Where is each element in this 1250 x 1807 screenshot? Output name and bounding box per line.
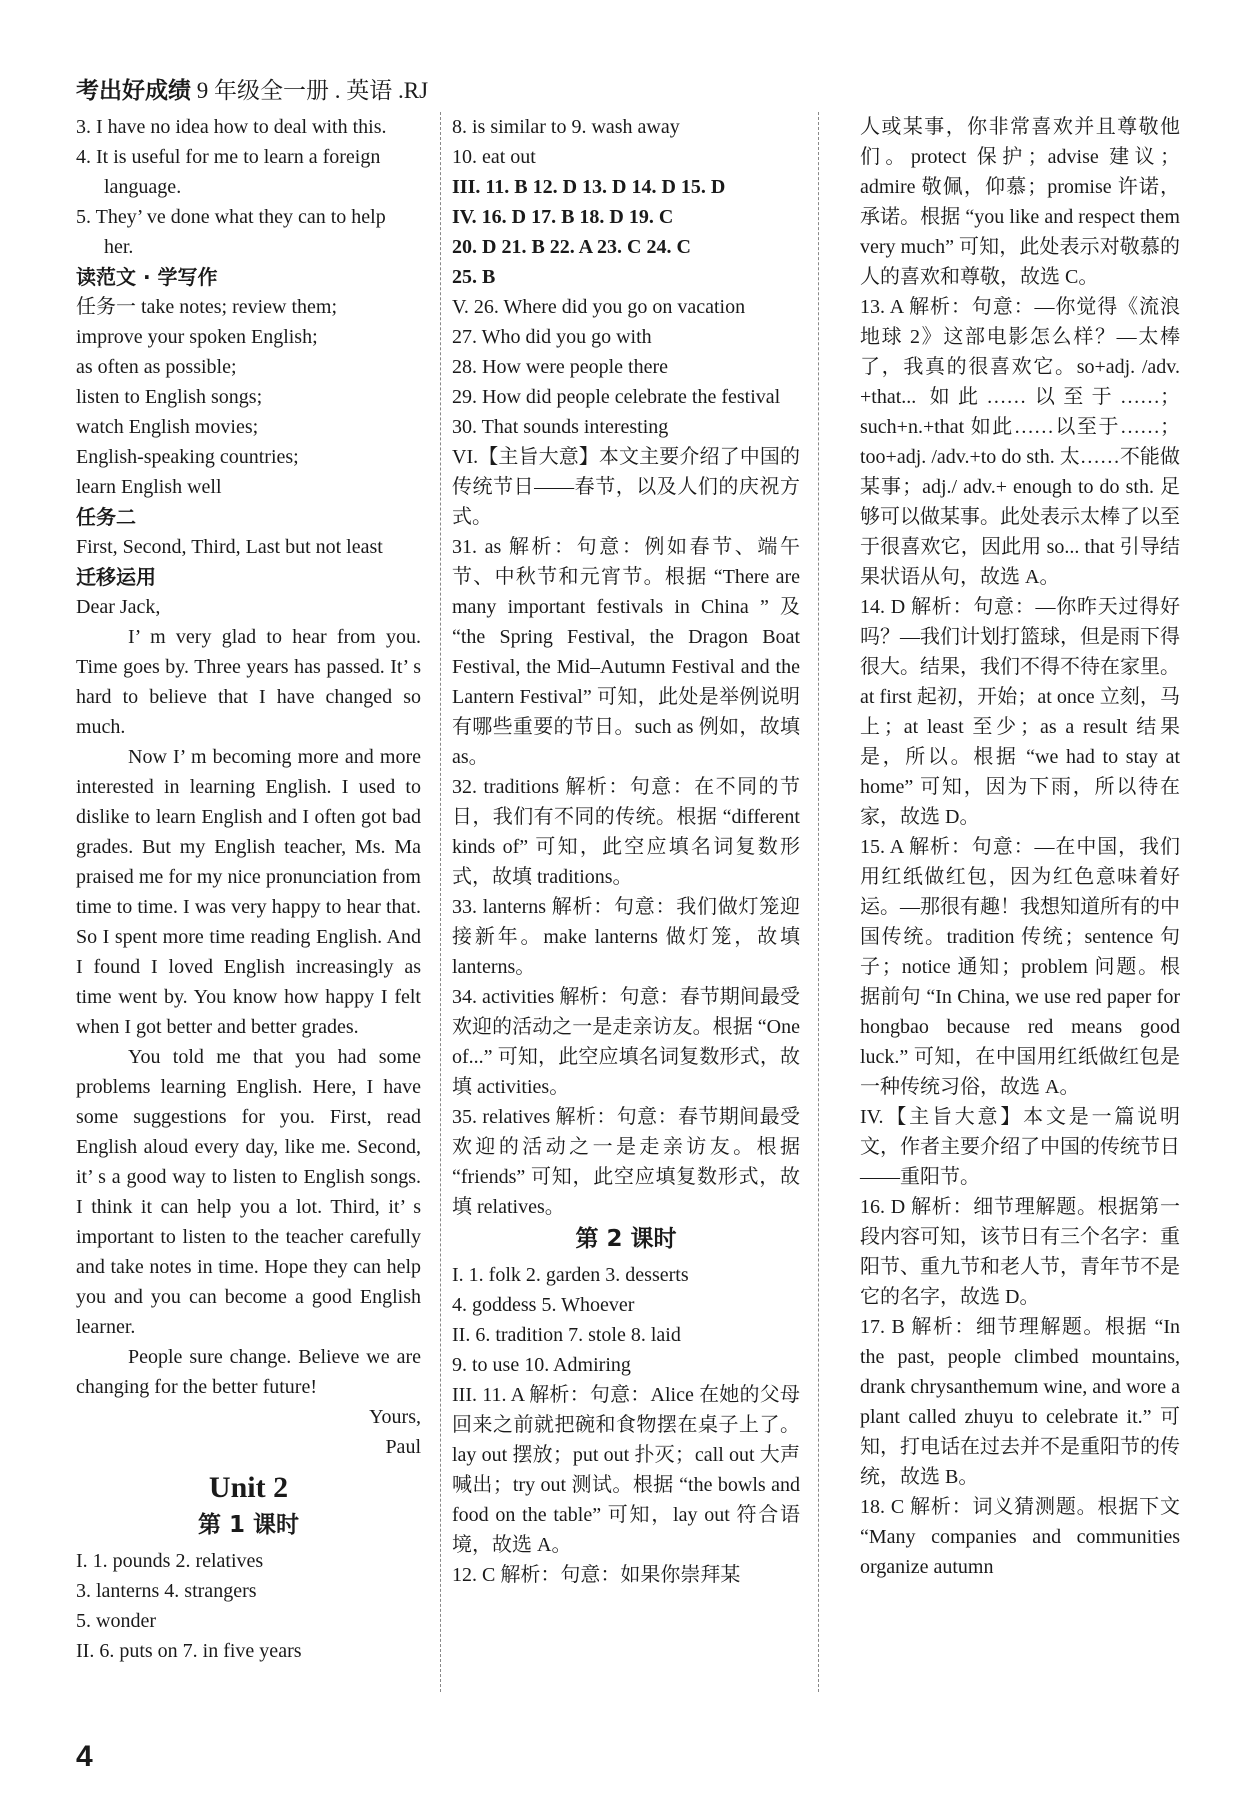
letter-closing: Yours, xyxy=(369,1406,421,1428)
column-3 xyxy=(860,112,1180,1582)
explanation-item: 31. as 解析：句意：例如春节、端午节、中秋节和元宵节。根据 “There are many important festivals in China ” 及 “the Spring Festival, the Dragon Boat Festival, the Mid–Autumn Festival and the Lantern Festival” 可知，此处是举例说明有哪些重要的节日。such as 例如，故填 as。 xyxy=(452,536,800,768)
column-divider xyxy=(818,112,819,1692)
answer-line: V. 26. Where did you go on vacation xyxy=(452,296,746,318)
answer-line: 9. to use 10. Admiring xyxy=(452,1354,631,1376)
explanation-item: 13. A 解析：句意：—你觉得《流浪地球 2》这部电影怎么样？—太棒了，我真的很喜欢它。so+adj. /adv. +that... 如此……以至于……；such+n.+that 如此……以至于……；too+adj. /adv.+to do sth. 太……不能做某事；adj./ adv.+ enough to do sth. 足够可以做某事。此处表示太棒了以至于很喜欢它，因此用 so... that 引导结果状语从句，故选 A。 xyxy=(860,296,1180,588)
answer-line: I. 1. folk 2. garden 3. desserts xyxy=(452,1264,689,1286)
section-heading: 任务二 xyxy=(76,505,136,529)
task-line: watch English movies; xyxy=(76,416,259,438)
letter-greeting: Dear Jack, xyxy=(76,596,161,618)
page-number: 4 xyxy=(76,1740,93,1773)
answer-line: 5. They’ ve done what they can to help xyxy=(76,206,386,228)
explanation-item: 33. lanterns 解析：句意：我们做灯笼迎接新年。make lanterns 做灯笼，故填 lanterns。 xyxy=(452,896,800,978)
explanation-item: 16. D 解析：细节理解题。根据第一段内容可知，该节日有三个名字：重阳节、重九节和老人节，青年节不是它的名字，故选 D。 xyxy=(860,1196,1180,1308)
task-line: English-speaking countries; xyxy=(76,446,299,468)
task-line: improve your spoken English; xyxy=(76,326,318,348)
explanation-item: 15. A 解析：句意：—在中国，我们用红纸做红包，因为红色意味着好运。—那很有趣！我想知道所有的中国传统。tradition 传统；sentence 句子；notice 通知；problem 问题。根据前句 “In China, we use red paper for hongbao because red means good luck.” 可知，在中国用红纸做红包是一种传统习俗，故选 A。 xyxy=(860,836,1180,1098)
letter-paragraph: People sure change. Believe we are changing for the better future! xyxy=(76,1346,421,1398)
page-header xyxy=(76,72,428,105)
book-subtitle: 9 年级全一册 . 英语 .RJ xyxy=(196,78,429,103)
task-line: learn English well xyxy=(76,476,222,498)
answer-line: 3. lanterns 4. strangers xyxy=(76,1580,257,1602)
answer-line: II. 6. tradition 7. stole 8. laid xyxy=(452,1324,681,1346)
answer-line: 10. eat out xyxy=(452,146,536,168)
explanation-item: 35. relatives 解析：句意：春节期间最受欢迎的活动之一是走亲访友。根据 “friends” 可知，此空应填复数形式，故填 relatives。 xyxy=(452,1106,800,1218)
letter-signature: Paul xyxy=(385,1436,421,1458)
task-line: 任务一 take notes; review them; xyxy=(76,296,338,318)
explanation-item: 人或某事，你非常喜欢并且尊敬他们。protect 保护；advise 建议；admire 敬佩，仰慕；promise 许诺，承诺。根据 “you like and respect them very much” 可知，此处表示对敬慕的人的喜欢和尊敬，故选 C。 xyxy=(860,116,1180,288)
answer-line: her. xyxy=(104,236,134,258)
book-title: 考出好成绩 xyxy=(76,78,191,104)
letter-paragraph: You told me that you had some problems learning English. Here, I have some suggestions for you. First, read English aloud every day, like me. Second, it’ s a good way to listen to English songs. I think it can help you a lot. Third, it’ s important to listen to the teacher carefully and take notes in time. Hope they can help you and you can become a good English learner. xyxy=(76,1046,421,1338)
task-line: First, Second, Third, Last but not least xyxy=(76,536,383,558)
unit-title: Unit 2 xyxy=(208,1471,289,1504)
lesson-title: 第 1 课时 xyxy=(197,1512,300,1538)
task-line: as often as possible; xyxy=(76,356,237,378)
answer-line: 20. D 21. B 22. A 23. C 24. C xyxy=(452,236,691,258)
answer-line: 5. wonder xyxy=(76,1610,156,1632)
explanation-item: 12. C 解析：句意：如果你崇拜某 xyxy=(452,1564,741,1586)
answer-line: I. 1. pounds 2. relatives xyxy=(76,1550,264,1572)
section-heading: 迁移运用 xyxy=(76,565,156,589)
lesson-title: 第 2 课时 xyxy=(575,1226,677,1252)
answer-line: 8. is similar to 9. wash away xyxy=(452,116,680,138)
explanation-item: III. 11. A 解析：句意：Alice 在她的父母回来之前就把碗和食物摆在桌子上了。lay out 摆放；put out 扑灭；call out 大声喊出；try out 测试。根据 “the bowls and food on the table” 可知，lay out 符合语境，故选 A。 xyxy=(452,1384,800,1556)
explanation-item: 17. B 解析：细节理解题。根据 “In the past, people climbed mountains, drank chrysanthemum wine, and wore a plant called zhuyu to celebrate it.” 可知，打电话在过去并不是重阳节的传统，故选 B。 xyxy=(860,1316,1180,1488)
answer-line: 4. goddess 5. Whoever xyxy=(452,1294,635,1316)
section-heading: 读范文 · 学写作 xyxy=(76,265,218,289)
letter-paragraph: I’ m very glad to hear from you. Time goes by. Three years has passed. It’ s hard to believe that I have changed so much. xyxy=(76,626,421,738)
answer-line: 29. How did people celebrate the festival xyxy=(452,386,781,408)
answer-line: language. xyxy=(104,176,182,198)
summary-paragraph: IV.【主旨大意】本文是一篇说明文，作者主要介绍了中国的传统节日——重阳节。 xyxy=(860,1106,1180,1188)
answer-line: 4. It is useful for me to learn a foreign xyxy=(76,146,381,168)
answer-line: II. 6. puts on 7. in five years xyxy=(76,1640,302,1662)
explanation-item: 32. traditions 解析：句意：在不同的节日，我们有不同的传统。根据 “different kinds of” 可知，此空应填名词复数形式，故填 traditions。 xyxy=(452,776,800,888)
explanation-item: 18. C 解析：词义猜测题。根据下文 “Many companies and communities organize autumn xyxy=(860,1496,1180,1578)
answer-line: IV. 16. D 17. B 18. D 19. C xyxy=(452,206,674,228)
answer-line: 3. I have no idea how to deal with this. xyxy=(76,116,387,138)
letter-paragraph: Now I’ m becoming more and more interested in learning English. I used to dislike to learn English and I often got bad grades. But my English teacher, Ms. Ma praised me for my nice pronunciation from time to time. I was very happy to hear that. So I spent more time reading English. And I found I loved English increasingly as time went by. You know how happy I felt when I got better and better grades. xyxy=(76,746,421,1038)
answer-line: 25. B xyxy=(452,266,496,288)
column-2 xyxy=(452,112,800,1590)
answer-line: 30. That sounds interesting xyxy=(452,416,669,438)
column-1 xyxy=(76,112,421,1666)
explanation-item: 34. activities 解析：句意：春节期间最受欢迎的活动之一是走亲访友。根据 “One of...” 可知，此空应填名词复数形式，故填 activities。 xyxy=(452,986,800,1098)
summary-paragraph: VI.【主旨大意】本文主要介绍了中国的传统节日——春节，以及人们的庆祝方式。 xyxy=(452,446,800,528)
task-line: listen to English songs; xyxy=(76,386,263,408)
answer-line: 28. How were people there xyxy=(452,356,669,378)
explanation-item: 14. D 解析：句意：—你昨天过得好吗？—我们计划打篮球，但是雨下得很大。结果，我们不得不待在家里。at first 起初，开始；at once 立刻，马上；at least 至少；as a result 结果是，所以。根据 “we had to stay at home” 可知，因为下雨，所以待在家，故选 D。 xyxy=(860,596,1180,828)
answer-line: III. 11. B 12. D 13. D 14. D 15. D xyxy=(452,176,726,198)
answer-line: 27. Who did you go with xyxy=(452,326,652,348)
column-divider xyxy=(440,112,441,1692)
